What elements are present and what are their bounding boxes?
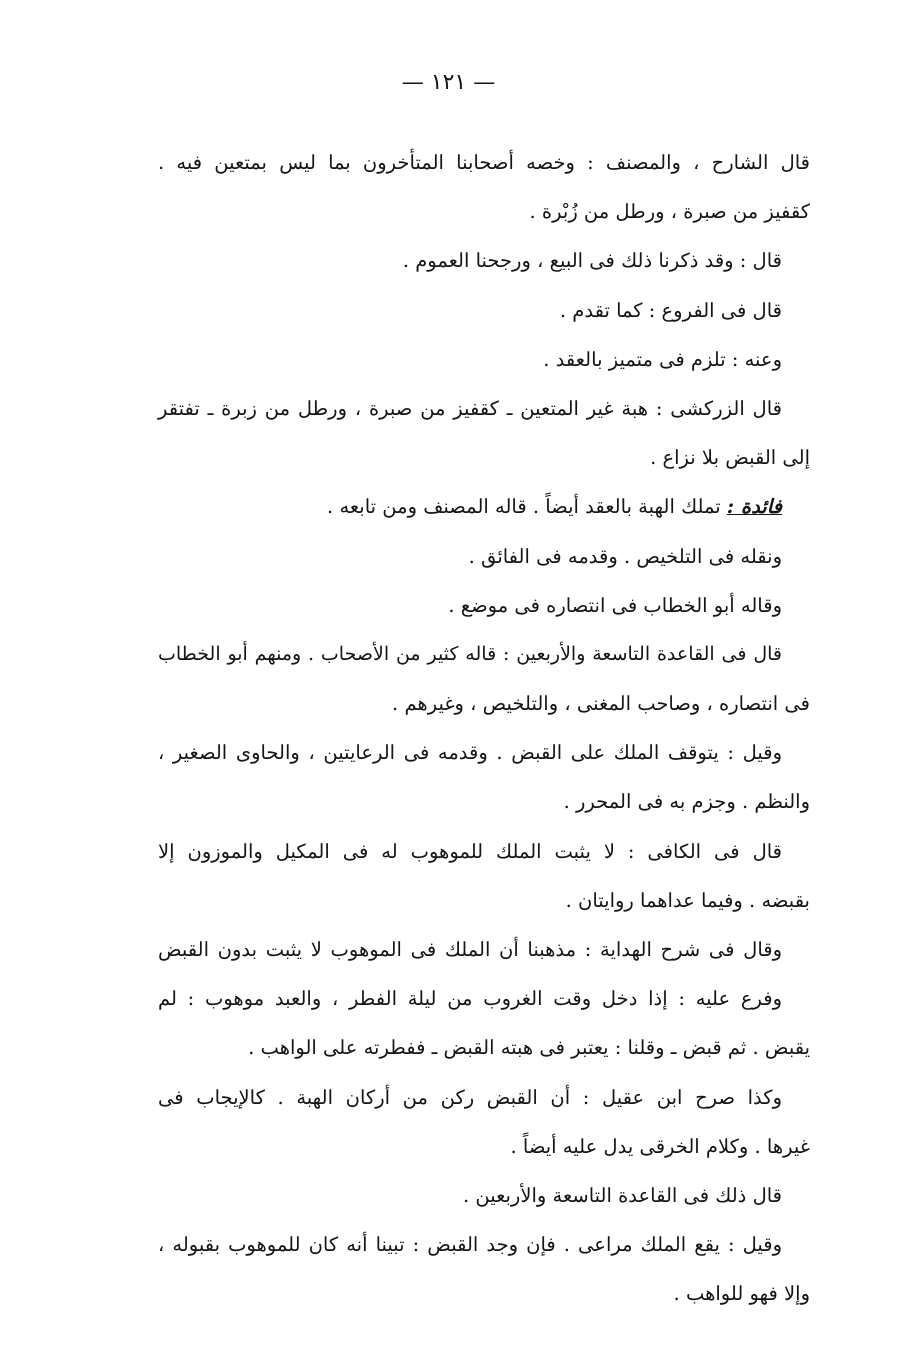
- text-line: قال الزركشى : هبة غير المتعين ـ كقفيز من صبرة ، ورطل من زبرة ـ تفتقر: [158, 396, 782, 420]
- text-line: وعنه : تلزم فى متميز بالعقد .: [543, 347, 782, 371]
- text-line: يقبض . ثم قبض ـ وقلنا : يعتبر فى هبته القبض ـ ففطرته على الواهب .: [248, 1036, 810, 1060]
- text-line: بقبضه . وفيما عداهما روايتان .: [565, 888, 810, 912]
- note-label: فائدة :: [726, 495, 782, 519]
- text-line: وفرع عليه : إذا دخل وقت الغروب من ليلة الفطر ، والعبد موهوب : لم: [158, 987, 782, 1011]
- text-line: وقيل : يتوقف الملك على القبض . وقدمه فى الرعايتين ، والحاوى الصغير ،: [158, 741, 782, 765]
- note-text: تملك الهبة بالعقد أيضاً . قاله المصنف ومن تابعه .: [327, 495, 721, 519]
- text-line: وقاله أبو الخطاب فى انتصاره فى موضع .: [448, 593, 782, 617]
- text-line: غيرها . وكلام الخرقى يدل عليه أيضاً .: [510, 1134, 810, 1158]
- text-line: إلى القبض بلا نزاع .: [650, 446, 810, 470]
- text-line: وإلا فهو للواهب .: [673, 1282, 810, 1306]
- text-line: والنظم . وجزم به فى المحرر .: [563, 790, 810, 814]
- text-line: وكذا صرح ابن عقيل : أن القبض ركن من أركان الهبة . كالإيجاب فى: [158, 1085, 782, 1109]
- text-line: وقيل : يقع الملك مراعى . فإن وجد القبض : تبينا أنه كان للموهوب بقبوله ،: [158, 1233, 782, 1257]
- text-line: قال فى الكافى : لا يثبت الملك للموهوب له فى المكيل والموزون إلا: [158, 839, 782, 863]
- page-number: — ١٢١ —: [401, 70, 496, 95]
- text-line: قال فى الفروع : كما تقدم .: [559, 298, 782, 322]
- text-line: قال ذلك فى القاعدة التاسعة والأربعين .: [462, 1183, 782, 1207]
- text-line: قال الشارح ، والمصنف : وخصه أصحابنا المتأخرون بما ليس بمتعين فيه .: [158, 151, 810, 174]
- text-line: وقال فى شرح الهداية : مذهبنا أن الملك فى الموهوب لا يثبت بدون القبض: [158, 938, 782, 961]
- text-line: [158, 482, 810, 531]
- text-line: ونقله فى التلخيص . وقدمه فى الفائق .: [468, 544, 782, 568]
- text-line: قال : وقد ذكرنا ذلك فى البيع ، ورجحنا العموم .: [402, 249, 782, 273]
- text-line: قال فى القاعدة التاسعة والأربعين : قاله كثير من الأصحاب . ومنهم أبو الخطاب: [158, 642, 782, 665]
- text-line: فى انتصاره ، وصاحب المغنى ، والتلخيص ، وغيرهم .: [392, 692, 810, 716]
- text-line: كقفيز من صبرة ، ورطل من زُبْرة .: [529, 200, 810, 224]
- text-body: [158, 138, 810, 1319]
